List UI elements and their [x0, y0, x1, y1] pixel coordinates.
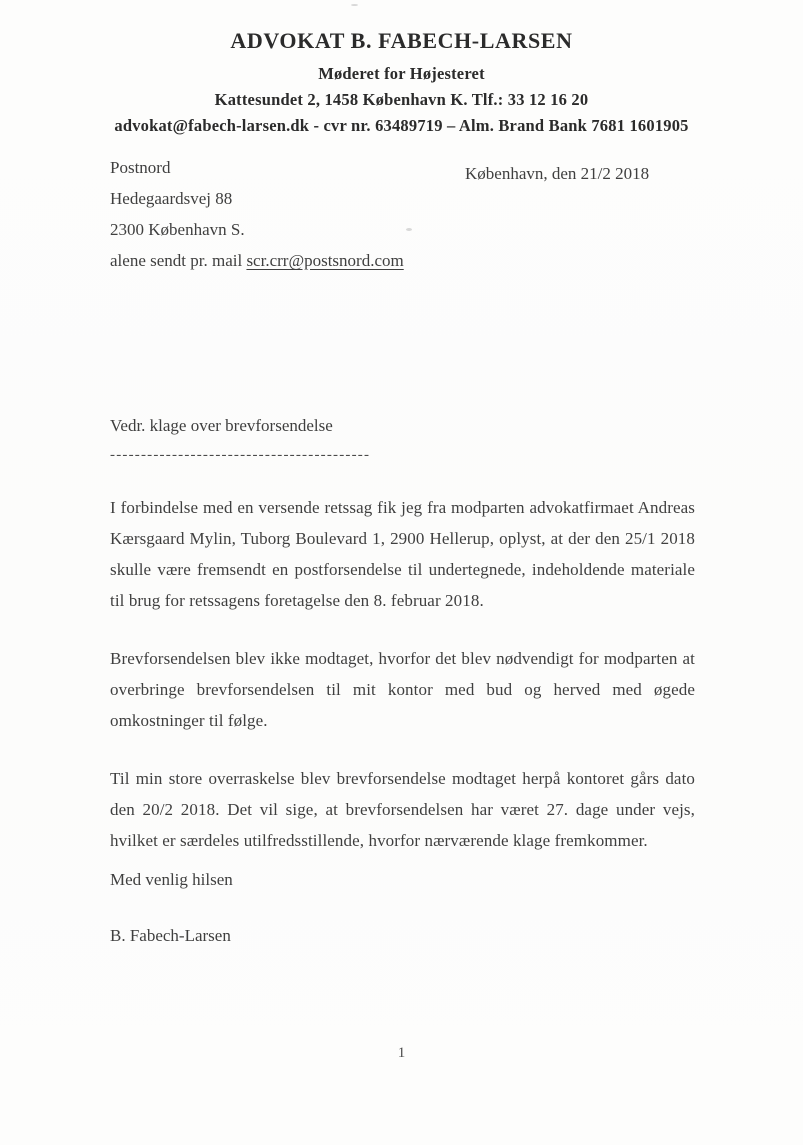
recipient-street: Hedegaardsvej 88	[110, 189, 233, 208]
subject-separator: ------------------------------------------	[110, 447, 371, 463]
delivery-email: scr.crr@postsnord.com	[246, 251, 404, 270]
letterhead	[0, 28, 803, 139]
subject-line: Vedr. klage over brevforsendelse	[110, 416, 333, 435]
delivery-note-text: alene sendt pr. mail	[110, 251, 247, 270]
letterhead-contact: advokat@fabech-larsen.dk - cvr nr. 63489719 – Alm. Brand Bank 7681 1601905	[114, 116, 689, 135]
letter-body	[110, 492, 695, 883]
subject-block	[110, 410, 695, 469]
delivery-note	[110, 245, 695, 276]
letterhead-title: ADVOKAT B. FABECH-LARSEN	[230, 28, 573, 53]
letterhead-subtitle: Møderet for Højesteret	[318, 64, 485, 83]
recipient-city: 2300 København S.	[110, 220, 245, 239]
body-paragraph: Til min store overraskelse blev brevforsendelse modtaget herpå kontoret gårs dato den 20/2 2018. Det vil sige, at brevforsendelsen har været 27. dage under vejs, hvilket er særdeles utilfredsstillende, hvorfor nærværende klage fremkommer.	[110, 769, 695, 850]
body-paragraph: I forbindelse med en versende retssag fik jeg fra modparten advokatfirmaet Andreas Kærsgaard Mylin, Tuborg Boulevard 1, 2900 Hellerup, oplyst, at der den 25/1 2018 skulle være fremsendt en postforsendelse til undertegnede, indeholdende materiale til brug for retssagens foretagelse den 8. februar 2018.	[110, 498, 695, 610]
signature-name: B. Fabech-Larsen	[110, 926, 231, 945]
letterhead-address: Kattesundet 2, 1458 København K. Tlf.: 33 12 16 20	[214, 90, 589, 109]
scan-artifact	[351, 4, 358, 6]
closing-salutation: Med venlig hilsen	[110, 870, 233, 889]
body-paragraph: Brevforsendelsen blev ikke modtaget, hvorfor det blev nødvendigt for modparten at overbringe brevforsendelsen til mit kontor med bud og herved med øgede omkostninger til følge.	[110, 649, 695, 730]
closing-block	[110, 864, 233, 951]
page-number: 1	[397, 1045, 406, 1061]
recipient-name: Postnord	[110, 158, 171, 177]
address-and-date-block	[110, 152, 695, 276]
date-line: København, den 21/2 2018	[465, 164, 650, 183]
